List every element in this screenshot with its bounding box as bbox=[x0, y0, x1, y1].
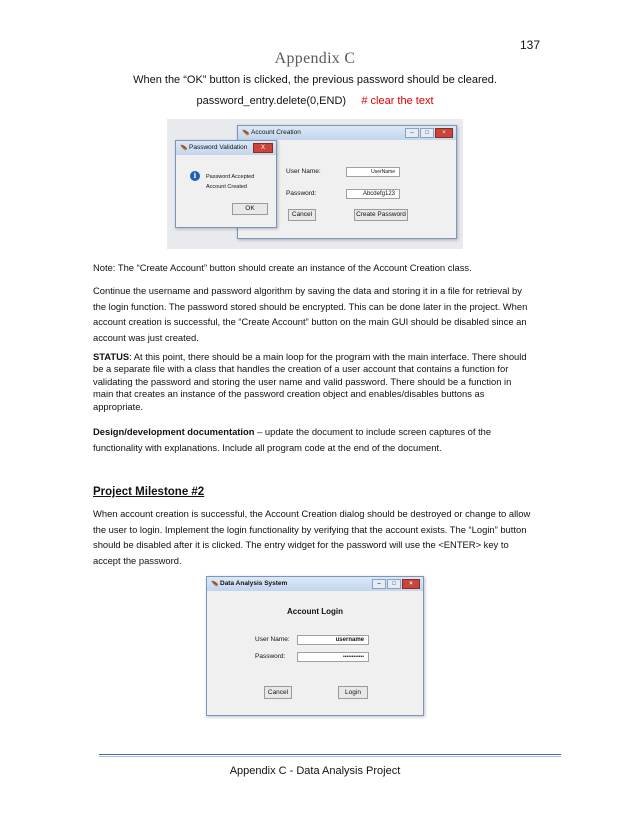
continue-paragraph: Continue the username and password algorithm by saving the data and storing it in a file for retrieval by the login function. The password stored should be encrypted. This can be done later in the project. When account creation is successful, the “Create Account” button on the main GUI should be disabled since an account was just created. bbox=[93, 285, 528, 343]
status-label: STATUS bbox=[93, 351, 130, 362]
login-password-input[interactable]: •••••••••••• bbox=[297, 652, 369, 662]
code-comment: # clear the text bbox=[361, 95, 434, 107]
login-password-label: Password: bbox=[255, 653, 286, 660]
maximize-icon[interactable]: □ bbox=[387, 579, 401, 589]
password-label: Password: bbox=[286, 190, 317, 197]
login-button[interactable]: Login bbox=[338, 686, 368, 699]
milestone-heading: Project Milestone #2 bbox=[93, 486, 205, 498]
username-label: User Name: bbox=[286, 168, 321, 175]
info-icon: i bbox=[190, 171, 200, 181]
feather-icon: 🪶 bbox=[180, 146, 189, 153]
account-login-heading: Account Login bbox=[287, 607, 343, 616]
close-icon[interactable]: × bbox=[402, 579, 420, 589]
code-statement: password_entry.delete(0,END) bbox=[196, 95, 347, 107]
cancel-button[interactable]: Cancel bbox=[288, 209, 316, 221]
footer-rule bbox=[99, 754, 561, 755]
design-label: Design/development documentation bbox=[93, 426, 255, 437]
feather-icon: 🪶 bbox=[242, 131, 251, 138]
appendix-title: Appendix C bbox=[274, 50, 356, 67]
feather-icon: 🪶 bbox=[211, 582, 220, 589]
login-window-title: Data Analysis System bbox=[220, 580, 288, 587]
dialog-title: Password Validation bbox=[189, 144, 248, 151]
milestone-paragraph: When account creation is successful, the Account Creation dialog should be destroyed or change to allow the user to login. Implement the login functionality by verifying that the account exists. The “Login” button should be disabled after it is clicked. The entry widget for the password will use the <ENTER> key to accept the password. bbox=[93, 508, 531, 566]
password-input[interactable]: Abcdefg123 bbox=[346, 189, 400, 199]
note-paragraph: Note: The “Create Account” button should create an instance of the Account Creation class. bbox=[93, 262, 472, 273]
login-cancel-button[interactable]: Cancel bbox=[264, 686, 292, 699]
window-title: Account Creation bbox=[251, 129, 301, 136]
maximize-icon[interactable]: □ bbox=[420, 128, 434, 138]
code-line bbox=[0, 95, 630, 107]
ok-note: When the “OK” button is clicked, the previous password should be cleared. bbox=[133, 74, 497, 86]
close-icon[interactable]: × bbox=[435, 128, 453, 138]
dialog-message-1: Password Accepted bbox=[206, 174, 255, 180]
design-text: – update the document to include screen captures of the functionality with explanations. Include all program code at the end of the document. bbox=[93, 426, 492, 453]
validation-titlebar bbox=[176, 141, 276, 155]
minimize-icon[interactable]: – bbox=[372, 579, 386, 589]
status-text: : At this point, there should be a main loop for the program with the main interface. There should be a separate file with a class that handles the creation of a user account that contains a function for validating the password and storing the user name and valid password. There should be a function in main that creates an instance of the password creation object and enables/disables buttons as appropriate. bbox=[93, 351, 527, 412]
footer-rule-secondary bbox=[99, 756, 561, 757]
username-input[interactable]: UserName bbox=[346, 167, 400, 177]
page-footer: Appendix C - Data Analysis Project bbox=[229, 765, 401, 777]
ok-button[interactable]: OK bbox=[232, 203, 268, 215]
figure-account-creation bbox=[167, 119, 463, 249]
login-username-label: User Name: bbox=[255, 636, 290, 643]
login-username-input[interactable]: username bbox=[297, 635, 369, 645]
minimize-icon[interactable]: – bbox=[405, 128, 419, 138]
password-validation-dialog bbox=[175, 140, 277, 228]
design-paragraph bbox=[93, 424, 533, 455]
dialog-message-2: Account Created bbox=[206, 184, 247, 190]
close-icon[interactable]: X bbox=[253, 143, 273, 153]
create-password-button[interactable]: Create Password bbox=[354, 209, 408, 221]
status-paragraph bbox=[93, 351, 533, 413]
account-creation-titlebar bbox=[238, 126, 456, 140]
login-titlebar bbox=[207, 577, 423, 591]
page-number: 137 bbox=[520, 38, 541, 52]
data-analysis-login-window bbox=[206, 576, 424, 716]
